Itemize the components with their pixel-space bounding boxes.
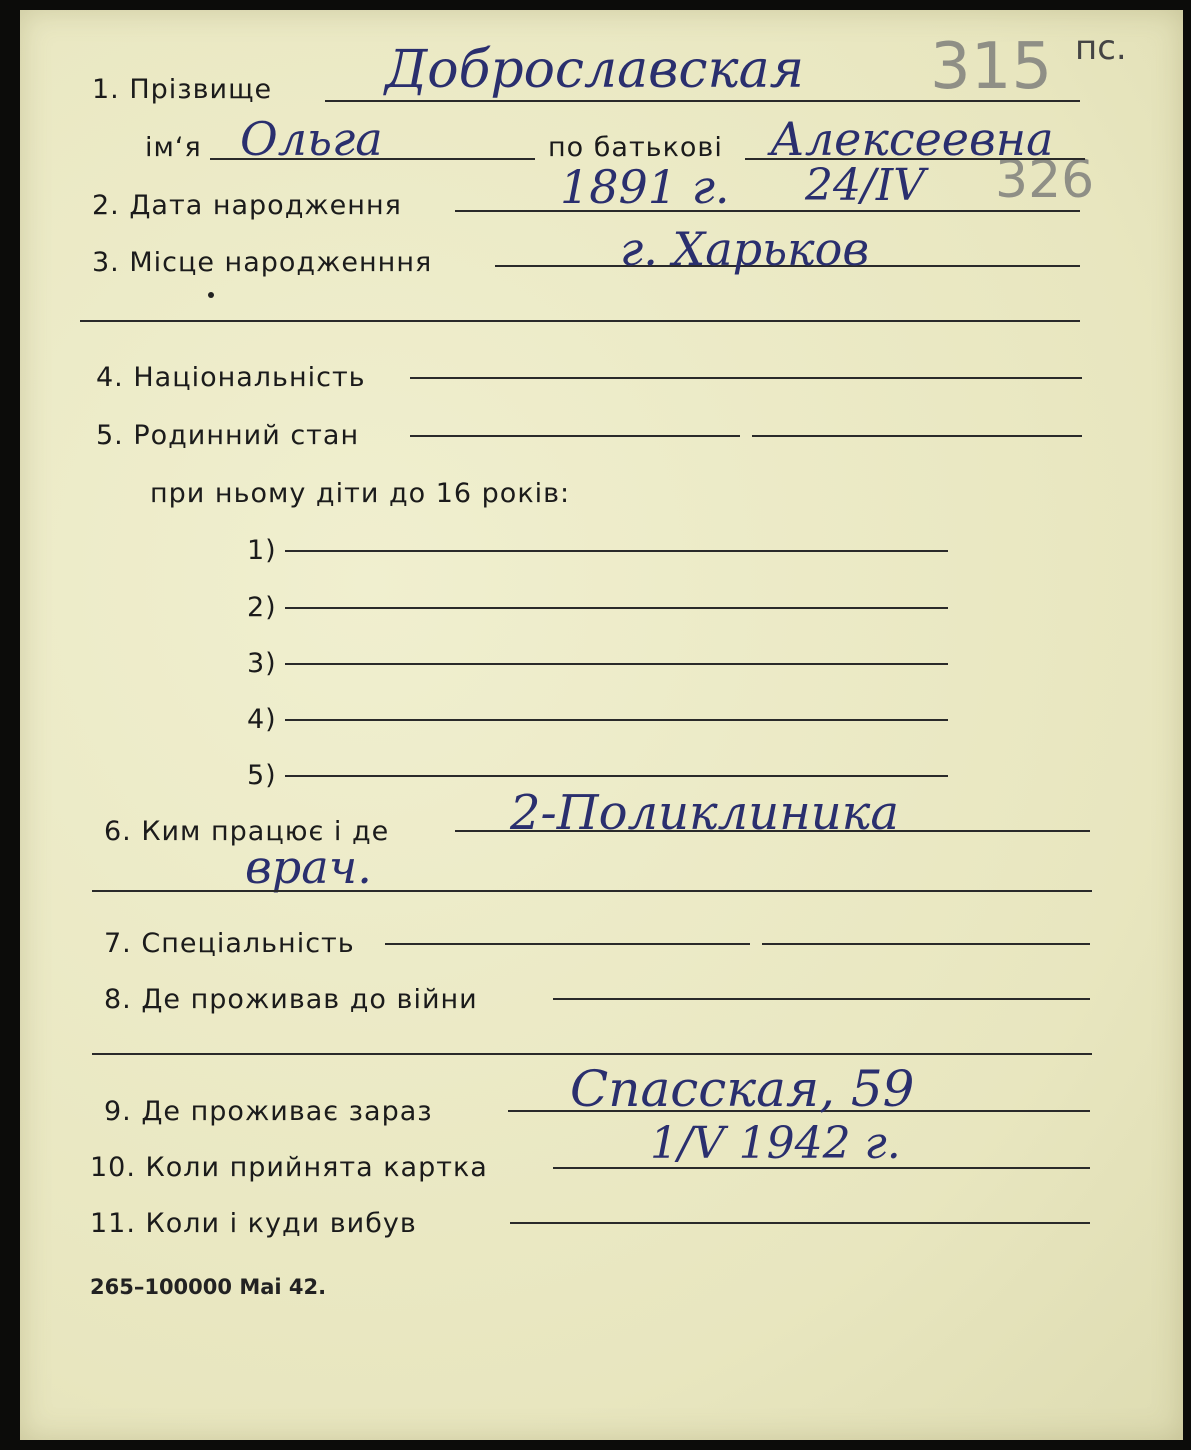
label-patronymic: по батькові [548,132,723,163]
label-name: ім‘я [145,132,202,163]
line-work-2 [92,890,1092,892]
line-specialty-b [762,943,1090,945]
label-family-status: 5. Родинний стан [96,420,360,451]
line-prewar-residence-2 [92,1053,1092,1055]
pencil-suffix: пс. [1075,28,1127,68]
hw-birth-year: 1891 г. [560,160,730,214]
line-child-1 [285,550,948,552]
label-surname: 1. Прізвище [92,74,273,105]
label-departure: 11. Коли і куди вибув [90,1208,417,1239]
hw-patronymic: Алексеевна [770,112,1054,166]
hw-surname: Доброславская [385,40,805,100]
line-specialty-a [385,943,750,945]
line-child-4 [285,719,948,721]
label-nationality: 4. Національність [96,362,366,393]
label-work: 6. Ким працює і де [104,816,390,847]
label-birth-date: 2. Дата народження [92,190,402,221]
hw-work: 2-Поликлиника [510,785,899,841]
hw-card-date: 1/V 1942 г. [650,1118,901,1169]
line-nationality [410,377,1082,379]
label-child-1: 1) [247,535,277,566]
line-departure [510,1222,1090,1224]
label-child-2: 2) [247,592,277,623]
label-child-3: 3) [247,648,277,679]
label-birth-place: 3. Місце народженння [92,247,433,278]
print-code: 265–100000 Mai 42. [90,1275,327,1299]
hw-birth-day: 24/IV [805,160,925,211]
line-birth-date [455,210,1080,212]
label-specialty: 7. Спеціальність [104,928,355,959]
label-child-4: 4) [247,704,277,735]
hw-current-residence: Спасская, 59 [570,1060,915,1118]
line-surname [325,100,1080,102]
hw-name: Ольга [240,112,383,166]
line-child-3 [285,663,948,665]
hw-birth-place: г. Харьков [620,222,870,276]
pencil-number-second: 326 [995,150,1095,210]
line-family-status-b [752,435,1082,437]
label-card-date: 10. Коли прийнята картка [90,1152,488,1183]
line-prewar-residence [553,998,1090,1000]
ink-mark [208,292,214,298]
label-children: при ньому діти до 16 років: [150,478,571,509]
line-birth-place-2 [80,320,1080,322]
label-child-5: 5) [247,760,277,791]
label-current-residence: 9. Де проживає зараз [104,1096,433,1127]
pencil-number-top: 315 [930,30,1053,104]
label-prewar-residence: 8. Де проживав до війни [104,984,478,1015]
line-family-status-a [410,435,740,437]
line-child-5 [285,775,948,777]
hw-work-role: врач. [245,840,372,894]
line-child-2 [285,607,948,609]
